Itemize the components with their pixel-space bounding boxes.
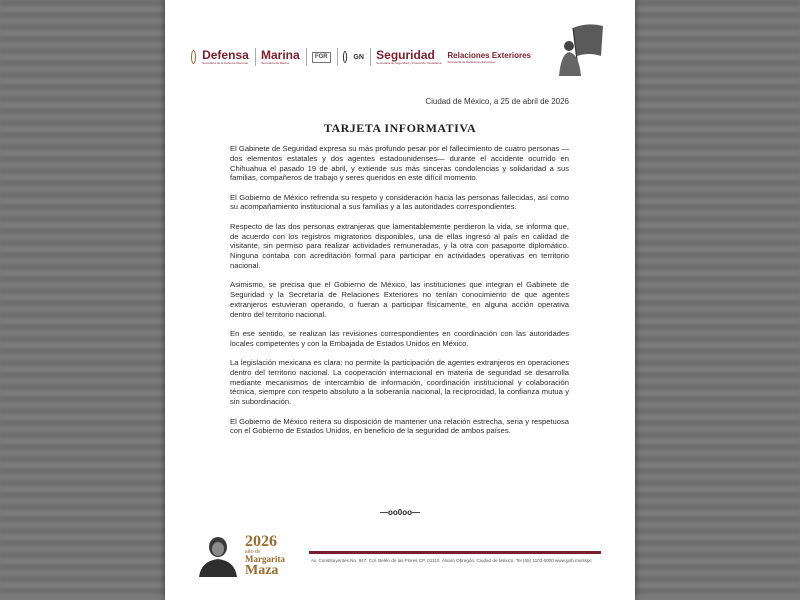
paragraph: Asimismo, se precisa que el Gobierno de México, las instituciones que integran el Gabinete de Seguridad y la Secretaría de Relaciones Exteriores no tenían conocimiento de que agentes extranjeros estuvieran operando, o fueran a participar físicamente, en alguna acción operativa dentro del territorio nacional. — [230, 280, 569, 319]
defensa-label: Defensa — [202, 48, 249, 62]
seguridad-subtitle: Secretaría de Seguridad y Protección Ciudadana — [376, 61, 442, 65]
paragraph: El Gobierno de México reitera su disposición de mantener una relación estrecha, seria y respetuosa con el Gobierno de Estados Unidos, en beneficio de la seguridad de ambos países. — [230, 416, 569, 436]
marina-subtitle: Secretaría de Marina — [261, 61, 290, 65]
sre-logo — [447, 51, 531, 64]
footer-year: 2026 — [245, 533, 277, 550]
defensa-logo — [202, 49, 249, 65]
marina-logo — [261, 49, 300, 65]
paragraph: En ese sentido, se realizan las revisiones correspondientes en coordinación con las autoridades locales competentes y con la Embajada de Estados Unidos en México. — [230, 328, 569, 348]
document-title: TARJETA INFORMATIVA — [323, 121, 477, 135]
document-date: Ciudad de México, a 25 de abril de 2026 — [425, 97, 569, 106]
defensa-seal-icon — [191, 50, 196, 64]
defensa-subtitle: Secretaría de la Defensa Nacional — [202, 61, 248, 65]
fgr-logo: FGR — [312, 52, 331, 63]
document-body — [230, 144, 569, 446]
footer-address: Av. Constituyentes No. 947, Col. Belén de las Flores CP. 01110, Álvaro Obregón, Ciudad de México. Tel (55) 1103 6000 www.gob.mx/sspc — [311, 558, 592, 563]
document-page — [165, 0, 635, 600]
paragraph: La legislación mexicana es clara: no permite la participación de agentes extranjeros en operaciones dentro del territorio nacional. La cooperación internacional en materia de seguridad se desarrolla mediante mecanismos de intercambio de información, coordinación institucional y colaboración técnica, siempre con respeto absoluto a la soberanía nacional, la reciprocidad, la confianza mutua y sin subordinación. — [230, 358, 569, 407]
footer-name-first: Margarita — [245, 554, 285, 564]
heroine-flag-emblem-icon — [553, 22, 605, 78]
seguridad-logo — [376, 49, 441, 65]
paragraph: El Gobierno de México refrenda su respeto y consideración hacia las personas fallecidas, así como su acompañamiento institucional a sus familias y a las autoridades correspondientes. — [230, 192, 569, 212]
institutional-header — [191, 44, 531, 70]
sre-subtitle: Secretaría de Relaciones Exteriores — [447, 59, 496, 64]
gn-label: GN — [353, 53, 364, 61]
year-of-margarita-maza-logo — [245, 534, 285, 577]
paragraph: El Gabinete de Seguridad expresa su más profundo pesar por el fallecimiento de cuatro personas —dos elementos estatales y dos agentes estadounidenses— durante el accidente ocurrido en Chihuahua el pasado 19 de abril, y extiende sus más sinceras condolencias y solidaridad a sus familias, compañeros de trabajo y seres queridos en este difícil momento. — [230, 144, 569, 183]
footer-rule — [309, 551, 601, 554]
margarita-maza-portrait-icon — [197, 533, 239, 577]
footer-year-sub: año de — [245, 549, 261, 555]
seguridad-label: Seguridad — [376, 48, 435, 62]
paragraph: Respecto de las dos personas extranjeras que lamentablemente perdieron la vida, se informa que, de acuerdo con los registros migratorios disponibles, una de ellas ingresó al país en calidad de visitante, sin permiso para realizar actividades remuneradas, y la otra con pasaporte diplomático. Ninguna contaba con acreditación formal para participar en actividades operativas en territorio nacional. — [230, 221, 569, 270]
sre-label: Relaciones Exteriores — [447, 50, 531, 60]
gn-emblem-icon — [343, 51, 348, 63]
closing-separator: —oo0oo— — [380, 508, 420, 517]
footer-name-last: Maza — [245, 563, 279, 578]
marina-label: Marina — [261, 48, 300, 62]
